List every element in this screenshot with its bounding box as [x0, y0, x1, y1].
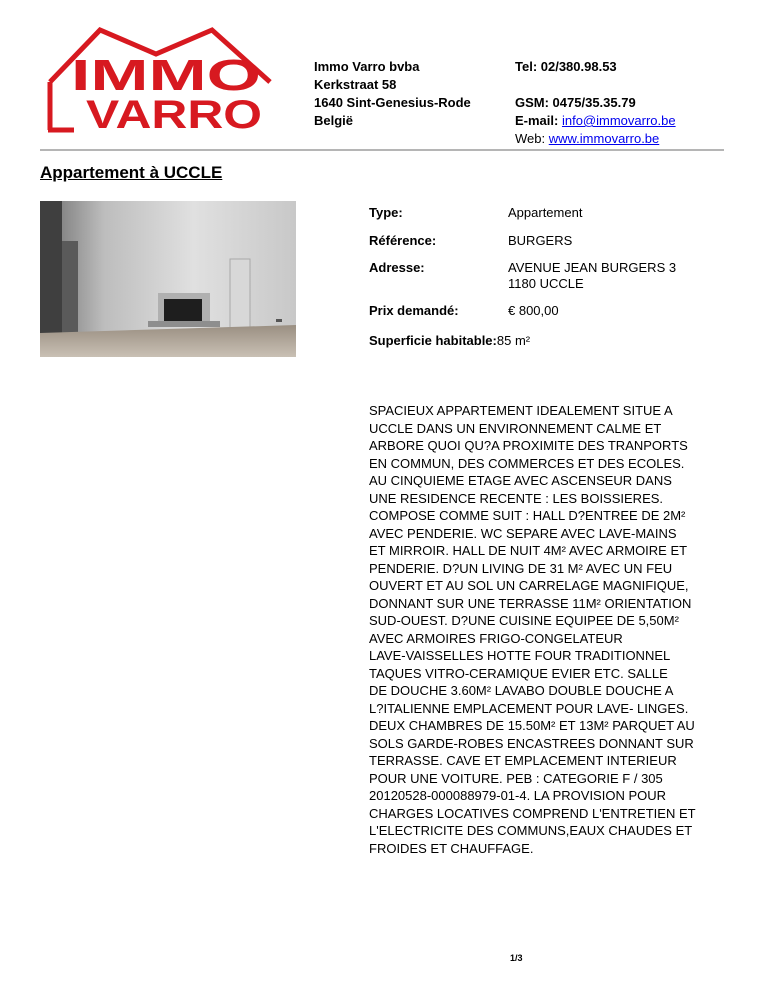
detail-row-surface: [369, 333, 530, 348]
email-label: E-mail:: [515, 113, 559, 128]
address-line2: 1180 UCCLE: [508, 276, 584, 291]
surface-label: Superficie habitable:: [369, 333, 497, 348]
reference-value: BURGERS: [508, 233, 573, 248]
company-address: [314, 58, 471, 130]
contact-info: [515, 58, 676, 148]
company-country: België: [314, 113, 354, 128]
address-line1: AVENUE JEAN BURGERS 3: [508, 260, 677, 275]
company-name: Immo Varro bvba: [314, 59, 420, 74]
gsm-number: GSM: 0475/35.35.79: [515, 95, 636, 110]
type-label: Type:: [369, 205, 403, 220]
address-value: [508, 260, 676, 292]
web-label: Web:: [515, 131, 546, 146]
address-label: Adresse:: [369, 260, 425, 275]
header-divider: [40, 149, 724, 151]
phone-number: Tel: 02/380.98.53: [515, 59, 617, 74]
company-street: Kerkstraat 58: [314, 77, 397, 92]
logo-line1: IMMO: [71, 51, 261, 100]
property-description: SPACIEUX APPARTEMENT IDEALEMENT SITUE A UCCLE DANS UN ENVIRONNEMENT CALME ET ARBORE QUOI QU?A PROXIMITE DES TRANPORTS EN COMMUN, DES COMMERCES ET DES ECOLES. AU CINQUIEME ETAGE AVEC ASCENSEUR DANS UNE RESIDENCE RECENTE : LES BOISSIERES. COMPOSE COMME SUIT : HALL D?ENTREE DE 2M² AVEC PENDERIE. WC SEPARE AVEC LAVE-MAINS ET MIRROIR. HALL DE NUIT 4M² AVEC ARMOIRE ET PENDERIE. D?UN LIVING DE 31 M² AVEC UN FEU OUVERT ET AU SOL UN CARRELAGE MAGNIFIQUE, DONNANT SUR UNE TERRASSE 11M² ORIENTATION SUD-OUEST. D?UNE CUISINE EQUIPEE DE 5,50M² AVEC ARMOIRES FRIGO-CONGELATEUR LAVE-VAISSELLES HOTTE FOUR TRADITIONNEL TAQUES VITRO-CERAMIQUE EVIER ETC. SALLE DE DOUCHE 3.60M² LAVABO DOUBLE DOUCHE A L?ITALIENNE EMPLACEMENT POUR LAVE- LINGES. DEUX CHAMBRES DE 15.50M² ET 13M² PARQUET AU SOLS GARDE-ROBES ENCASTREES DONNANT SUR TERRASSE. CAVE ET EMPLACEMENT INTERIEUR POUR UNE VOITURE. PEB : CATEGORIE F / 305 20120528-000088979-01-4. LA PROVISION POUR CHARGES LOCATIVES COMPREND L'ENTRETIEN ET L'ELECTRICITE DES COMMUNS,EAUX CHAUDES ET FROIDES ET CHAUFFAGE.: [369, 403, 696, 856]
website-link[interactable]: www.immovarro.be: [548, 131, 660, 146]
immo-varro-logo: [44, 22, 274, 134]
company-city: 1640 Sint-Genesius-Rode: [314, 95, 471, 110]
property-photo: [40, 201, 296, 357]
type-value: Appartement: [508, 205, 583, 220]
reference-label: Référence:: [369, 233, 437, 248]
surface-value: 85 m²: [496, 333, 531, 348]
listing-title: Appartement à UCCLE: [40, 163, 223, 182]
logo-line2: VARRO: [86, 93, 262, 134]
email-link[interactable]: info@immovarro.be: [561, 113, 676, 128]
page-number: 1/3: [510, 953, 523, 963]
price-value: € 800,00: [508, 303, 559, 318]
price-label: Prix demandé:: [369, 303, 459, 318]
